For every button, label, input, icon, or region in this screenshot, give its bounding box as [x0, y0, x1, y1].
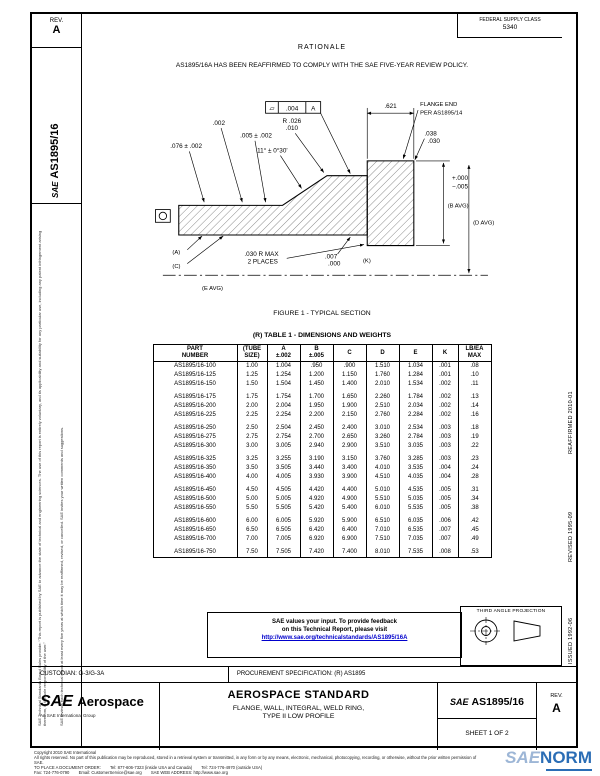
value-cell: 6.035 [399, 517, 432, 526]
value-cell: 3.760 [366, 455, 399, 464]
part-number-cell: AS1895/16-150 [153, 380, 237, 389]
third-angle-projection-icon [466, 614, 556, 648]
part-number-cell: AS1895/16-225 [153, 411, 237, 420]
part-number-cell: AS1895/16-100 [153, 362, 237, 372]
rev-cell-value: A [552, 701, 561, 715]
value-cell: 2.900 [333, 442, 366, 451]
dim-000: .000 [328, 260, 341, 268]
part-number-cell: AS1895/16-600 [153, 517, 237, 526]
value-cell: 4.505 [267, 486, 300, 495]
value-cell: .950 [300, 362, 333, 372]
value-cell: 3.930 [300, 473, 333, 482]
value-cell: 3.285 [399, 455, 432, 464]
value-cell: 5.505 [267, 504, 300, 513]
part-number-cell: AS1895/16-175 [153, 393, 237, 402]
value-cell: .003 [432, 455, 458, 464]
figure-caption: FIGURE 1 - TYPICAL SECTION [273, 310, 371, 317]
issued-date-label: ISSUED 1992-06 [568, 617, 574, 664]
value-cell: .002 [432, 393, 458, 402]
value-cell: .42 [458, 517, 491, 526]
fax: Fax: 724-776-0790 [34, 770, 70, 775]
dim-radius-1: R .026 [282, 117, 302, 125]
custodian-row [32, 666, 576, 682]
value-cell: 2.150 [333, 411, 366, 420]
value-cell: 7.400 [333, 548, 366, 558]
value-cell: 1.25 [237, 371, 267, 380]
value-cell: 4.900 [333, 495, 366, 504]
value-cell: .13 [458, 393, 491, 402]
value-cell: 2.25 [237, 411, 267, 420]
value-cell: 2.504 [267, 424, 300, 433]
value-cell: 2.700 [300, 433, 333, 442]
value-cell: 2.254 [267, 411, 300, 420]
contact-line [34, 770, 479, 775]
col-header: PART NUMBER [153, 345, 237, 362]
table-title: (R) TABLE 1 - DIMENSIONS AND WEIGHTS [252, 332, 392, 339]
value-cell: 6.505 [267, 526, 300, 535]
sae-aerospace-logo [32, 683, 160, 750]
value-cell: .002 [432, 380, 458, 389]
value-cell: .003 [432, 442, 458, 451]
svg-text:A: A [311, 105, 316, 113]
value-cell: 6.005 [267, 517, 300, 526]
col-header: (TUBE SIZE) [237, 345, 267, 362]
value-cell: 4.920 [300, 495, 333, 504]
value-cell: .34 [458, 495, 491, 504]
col-header: D [366, 345, 399, 362]
value-cell: 5.00 [237, 495, 267, 504]
flange-end-block [367, 161, 414, 246]
part-number-cell: AS1895/16-325 [153, 455, 237, 464]
value-cell: 3.440 [300, 464, 333, 473]
value-cell: 5.420 [300, 504, 333, 513]
custodian-text: CUSTODIAN: G-3/G-3A [40, 671, 105, 677]
value-cell: 5.900 [333, 517, 366, 526]
value-cell: 7.50 [237, 548, 267, 558]
value-cell: .18 [458, 424, 491, 433]
value-cell: 7.420 [300, 548, 333, 558]
figure-1-drawing [147, 76, 507, 304]
value-cell: .28 [458, 473, 491, 482]
value-cell: 2.940 [300, 442, 333, 451]
svg-text:.004: .004 [285, 105, 299, 113]
value-cell: 3.150 [333, 455, 366, 464]
revised-date-label: REVISED 1995-09 [568, 511, 574, 562]
watermark-norm: NORM [540, 748, 592, 767]
value-cell: .900 [333, 362, 366, 372]
value-cell: 1.400 [333, 380, 366, 389]
value-cell: .10 [458, 371, 491, 380]
value-cell: 2.784 [399, 433, 432, 442]
value-cell: 5.535 [399, 504, 432, 513]
table-row [153, 535, 491, 544]
note-corner-radius-2: 2 PLACES [247, 258, 278, 266]
value-cell: 2.650 [333, 433, 366, 442]
ref-e-avg: (E AVG) [202, 286, 223, 293]
part-number-cell: AS1895/16-350 [153, 464, 237, 473]
value-cell: .53 [458, 548, 491, 558]
part-number-cell: AS1895/16-200 [153, 402, 237, 411]
value-cell: 1.784 [399, 393, 432, 402]
value-cell: .22 [458, 442, 491, 451]
value-cell: 6.920 [300, 535, 333, 544]
value-cell: 3.035 [399, 442, 432, 451]
table-row [153, 526, 491, 535]
value-cell: .001 [432, 362, 458, 372]
value-cell: 4.50 [237, 486, 267, 495]
projection-label: THIRD ANGLE PROJECTION [476, 609, 546, 614]
value-cell: .007 [432, 535, 458, 544]
tel-inside: Tel: 877-606-7323 (inside USA and Canada) [109, 765, 193, 770]
value-cell: 4.400 [333, 486, 366, 495]
value-cell: 2.450 [300, 424, 333, 433]
dim-002: .002 [212, 119, 226, 127]
table-row [153, 362, 491, 372]
value-cell: 1.450 [300, 380, 333, 389]
value-cell: 4.420 [300, 486, 333, 495]
dim-chamfer: .005 ± .002 [240, 132, 272, 140]
watermark-underline [546, 769, 592, 771]
dim-038: .038 [424, 130, 437, 138]
value-cell: 1.510 [366, 362, 399, 372]
number-sheet-rev-cell [438, 683, 576, 750]
value-cell: .19 [458, 433, 491, 442]
table-body [153, 362, 491, 558]
value-cell: 3.260 [366, 433, 399, 442]
value-cell: 7.035 [399, 535, 432, 544]
value-cell: 4.010 [366, 464, 399, 473]
value-cell: 3.505 [267, 464, 300, 473]
copyright-line: Copyright 2010 SAE International [34, 750, 97, 755]
value-cell: 3.255 [267, 455, 300, 464]
value-cell: 3.00 [237, 442, 267, 451]
doc-number-rotated [45, 124, 63, 199]
value-cell: .003 [432, 424, 458, 433]
doc-number-box [32, 48, 81, 204]
part-number-cell: AS1895/16-125 [153, 371, 237, 380]
feedback-line-1: SAE values your input. To provide feedback [272, 619, 397, 625]
part-number-cell: AS1895/16-275 [153, 433, 237, 442]
value-cell: 2.200 [300, 411, 333, 420]
value-cell: 2.534 [399, 424, 432, 433]
table-row [153, 495, 491, 504]
flange-end-note-2: PER AS1895/14 [420, 110, 463, 117]
value-cell: 3.900 [333, 473, 366, 482]
value-cell: 2.510 [366, 402, 399, 411]
value-cell: 2.75 [237, 433, 267, 442]
value-cell: 6.00 [237, 517, 267, 526]
col-header: A ±.002 [267, 345, 300, 362]
value-cell: 2.284 [399, 411, 432, 420]
col-header: E [399, 345, 432, 362]
value-cell: 2.00 [237, 402, 267, 411]
value-cell: 1.50 [237, 380, 267, 389]
value-cell: 1.004 [267, 362, 300, 372]
value-cell: 1.284 [399, 371, 432, 380]
value-cell: 3.25 [237, 455, 267, 464]
value-cell: .08 [458, 362, 491, 372]
table-row [153, 548, 491, 558]
value-cell: .23 [458, 455, 491, 464]
fcf-symbol-icon: ▱ [269, 105, 275, 113]
value-cell: .002 [432, 402, 458, 411]
value-cell: 7.535 [399, 548, 432, 558]
value-cell: 1.200 [300, 371, 333, 380]
col-header: LB/EA MAX [458, 345, 491, 362]
value-cell: 1.950 [300, 402, 333, 411]
value-cell: .004 [432, 464, 458, 473]
table-row [153, 455, 491, 464]
table-row [153, 486, 491, 495]
order-label: TO PLACE A DOCUMENT ORDER: [34, 765, 101, 770]
table-row [153, 433, 491, 442]
value-cell: 7.010 [366, 526, 399, 535]
value-cell: 2.260 [366, 393, 399, 402]
value-cell: .005 [432, 486, 458, 495]
feedback-line-2: on this Technical Report, please visit [281, 627, 388, 633]
tel-outside: Tel: 724-776-4970 (outside USA) [201, 765, 263, 770]
value-cell: 4.035 [399, 473, 432, 482]
sae-logo-small: SAE [51, 181, 60, 198]
value-cell: 8.010 [366, 548, 399, 558]
section-wall-profile [179, 176, 367, 235]
dim-007: .007 [324, 253, 338, 261]
tol-minus: −.005 [451, 183, 469, 191]
part-number-cell: AS1895/16-500 [153, 495, 237, 504]
logo-subtitle: An SAE International Group [40, 713, 96, 718]
value-cell: 1.900 [333, 402, 366, 411]
part-number-cell: AS1895/16-300 [153, 442, 237, 451]
doc-number-row [438, 683, 536, 719]
table-row [153, 442, 491, 451]
value-cell: 6.900 [333, 535, 366, 544]
value-cell: 6.535 [399, 526, 432, 535]
part-number-cell: AS1895/16-400 [153, 473, 237, 482]
value-cell: 5.035 [399, 495, 432, 504]
rev-cell [536, 683, 576, 750]
value-cell: 3.005 [267, 442, 300, 451]
sheet-number: SHEET 1 OF 2 [465, 730, 509, 737]
part-number-cell: AS1895/16-700 [153, 535, 237, 544]
value-cell: .49 [458, 535, 491, 544]
table-row [153, 380, 491, 389]
value-cell: 6.50 [237, 526, 267, 535]
value-cell: 7.510 [366, 535, 399, 544]
legal-disclaimer-1: SAE Technical Standards Board Rules provide: “This report is published by SAE to advance the state of technical and engineering sciences. The use of this report is entirely voluntary, and its applicability and suitability for any particular use, including any patent infringement arising therefrom, is the sole responsibility of the user.” [37, 230, 47, 726]
ref-d-avg: (D AVG) [473, 220, 495, 227]
value-cell: 1.150 [333, 371, 366, 380]
value-cell: 1.760 [366, 371, 399, 380]
sae-mark: SAE [449, 697, 469, 707]
value-cell: .11 [458, 380, 491, 389]
value-cell: 3.400 [333, 464, 366, 473]
value-cell: 1.650 [333, 393, 366, 402]
value-cell: .005 [432, 504, 458, 513]
table-row [153, 464, 491, 473]
doc-number-text: AS1895/16 [49, 123, 61, 179]
value-cell: .14 [458, 402, 491, 411]
doc-title-line-2: TYPE II LOW PROFILE [262, 713, 335, 720]
dim-radius-2: .010 [285, 125, 299, 133]
value-cell: 5.010 [366, 486, 399, 495]
value-cell: 6.400 [333, 526, 366, 535]
dimensions-table [153, 344, 492, 558]
value-cell: 2.400 [333, 424, 366, 433]
value-cell: 7.505 [267, 548, 300, 558]
header-row [153, 345, 491, 362]
value-cell: 2.010 [366, 380, 399, 389]
value-cell: 6.420 [300, 526, 333, 535]
datum-symbol [155, 210, 170, 223]
table-head [153, 345, 491, 362]
table-row [153, 371, 491, 380]
value-cell: 1.754 [267, 393, 300, 402]
value-cell: 1.75 [237, 393, 267, 402]
value-cell: 2.760 [366, 411, 399, 420]
dim-030: .030 [427, 137, 440, 145]
value-cell: 1.504 [267, 380, 300, 389]
col-header: K [432, 345, 458, 362]
reaffirmed-date-label: REAFFIRMED 2010-01 [568, 391, 574, 454]
left-margin-strip [32, 14, 82, 746]
tol-plus: +.000 [451, 174, 469, 182]
value-cell: 3.190 [300, 455, 333, 464]
value-cell: 2.004 [267, 402, 300, 411]
dim-wall-thickness: .076 ± .002 [170, 143, 202, 151]
table-row [153, 424, 491, 433]
value-cell: .31 [458, 486, 491, 495]
federal-supply-class-box [457, 14, 562, 38]
value-cell: .002 [432, 411, 458, 420]
email: Email: CustomerService@sae.org [78, 770, 142, 775]
ref-b-avg: (B AVG) [447, 203, 469, 210]
table-row [153, 504, 491, 513]
part-number-cell: AS1895/16-750 [153, 548, 237, 558]
table-row [153, 517, 491, 526]
supply-class-label: FEDERAL SUPPLY CLASS [479, 17, 541, 23]
dim-angle: 11° ± 0°30' [257, 147, 288, 155]
doc-number-value: AS1895/16 [471, 696, 525, 708]
rights-line: All rights reserved. No part of this publication may be reproduced, stored in a retrieval system or transmitted, in any form or by any means, electronic, mechanical, photocopying, recording, or otherwise, without the prior written permission of SAE. [34, 755, 477, 765]
value-cell: 4.510 [366, 473, 399, 482]
flatness-feature-control-frame [266, 102, 321, 114]
value-cell: .24 [458, 464, 491, 473]
rev-box [32, 14, 81, 48]
value-cell: 3.50 [237, 464, 267, 473]
document-title-cell [160, 683, 438, 750]
value-cell: .003 [432, 433, 458, 442]
value-cell: 6.510 [366, 517, 399, 526]
part-number-cell: AS1895/16-550 [153, 504, 237, 513]
value-cell: 1.034 [399, 362, 432, 372]
value-cell: 2.50 [237, 424, 267, 433]
value-cell: 4.005 [267, 473, 300, 482]
part-number-cell: AS1895/16-250 [153, 424, 237, 433]
value-cell: 5.005 [267, 495, 300, 504]
value-cell: 5.920 [300, 517, 333, 526]
value-cell: 5.50 [237, 504, 267, 513]
col-header: B ±.005 [300, 345, 333, 362]
note-corner-radius-1: .030 R MAX [244, 251, 279, 259]
value-cell: .007 [432, 526, 458, 535]
table-row [153, 473, 491, 482]
watermark-sae: SAE [505, 748, 541, 767]
value-cell: .004 [432, 473, 458, 482]
rev-label: REV. [49, 18, 64, 24]
value-cell: 1.700 [300, 393, 333, 402]
value-cell: 3.010 [366, 424, 399, 433]
value-cell: 4.535 [399, 486, 432, 495]
table-wrapper [82, 344, 562, 558]
third-angle-projection-box [460, 606, 562, 666]
procurement-spec-text: PROCUREMENT SPECIFICATION: (R) AS1895 [228, 667, 576, 682]
table-row [153, 393, 491, 402]
value-cell: 5.400 [333, 504, 366, 513]
col-header: C [333, 345, 366, 362]
value-cell: 3.510 [366, 442, 399, 451]
sae-logo-text: SAE [40, 693, 73, 710]
value-cell: 2.034 [399, 402, 432, 411]
value-cell: .005 [432, 495, 458, 504]
value-cell: .38 [458, 504, 491, 513]
value-cell: 1.00 [237, 362, 267, 372]
value-cell: 1.534 [399, 380, 432, 389]
doc-type-heading: AEROSPACE STANDARD [227, 689, 370, 701]
rev-cell-label: REV. [550, 693, 563, 699]
ref-c: (C) [172, 263, 181, 270]
rationale-text: AS1895/16A HAS BEEN REAFFIRMED TO COMPLY WITH THE SAE FIVE-YEAR REVIEW POLICY. [175, 62, 469, 69]
value-cell: 2.754 [267, 433, 300, 442]
value-cell: .45 [458, 526, 491, 535]
rev-value: A [52, 24, 61, 36]
legal-disclaimer-2: SAE reviews each technical report at least every five years at which time it may be reaffirmed, revised, or cancelled. SAE invites your written comments and suggestions. [59, 426, 64, 726]
feedback-url-link[interactable]: http://www.sae.org/technicalstandards/AS1895/16A [261, 635, 408, 641]
ref-a: (A) [172, 250, 181, 257]
part-number-cell: AS1895/16-450 [153, 486, 237, 495]
saenorm-watermark [505, 748, 592, 771]
dim-621: .621 [384, 102, 397, 110]
value-cell: 7.00 [237, 535, 267, 544]
supply-class-value: 5340 [502, 24, 518, 31]
value-cell: 5.510 [366, 495, 399, 504]
web-address: SAE WEB ADDRESS: http://www.sae.org [150, 770, 228, 775]
value-cell: 7.005 [267, 535, 300, 544]
table-row [153, 402, 491, 411]
title-block [32, 682, 576, 750]
table-row [153, 411, 491, 420]
value-cell: .001 [432, 371, 458, 380]
value-cell: .16 [458, 411, 491, 420]
value-cell: 3.535 [399, 464, 432, 473]
value-cell: .006 [432, 517, 458, 526]
value-cell: 4.00 [237, 473, 267, 482]
value-cell: 1.254 [267, 371, 300, 380]
part-number-cell: AS1895/16-650 [153, 526, 237, 535]
copyright-block [34, 750, 479, 775]
rationale-title: RATIONALE [297, 44, 347, 51]
sheet-frame [30, 12, 578, 748]
ref-k: (K) [363, 258, 371, 265]
aerospace-logo-text: Aerospace [77, 694, 144, 709]
value-cell: .008 [432, 548, 458, 558]
doc-title-line-1: FLANGE, WALL, INTEGRAL, WELD RING, [232, 705, 365, 712]
value-cell: 6.010 [366, 504, 399, 513]
flange-end-note-1: FLANGE END [420, 101, 458, 108]
number-sheet-subcell [438, 683, 536, 750]
feedback-box [207, 612, 462, 658]
